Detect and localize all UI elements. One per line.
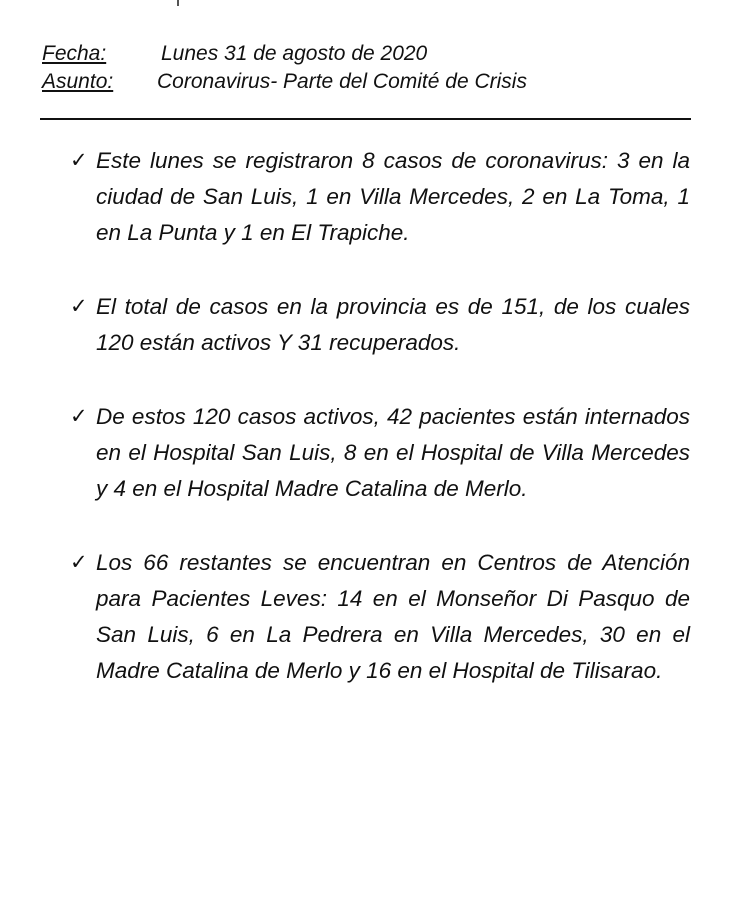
top-edge-mark [177, 0, 179, 6]
list-item-text: Los 66 restantes se encuentran en Centros de Atención para Pacientes Leves: 14 en el Monseñor Di Pasquo de San Luis, 6 en La Pedrera en Villa Mercedes, 30 en el Madre Catalina de Merlo y 16 en el Hospital de Tilisarao. [96, 550, 690, 683]
list-item [70, 399, 690, 507]
list-item [70, 289, 690, 361]
date-label: Fecha: [42, 42, 107, 65]
header-divider [40, 118, 691, 120]
list-item-text: El total de casos en la provincia es de 151, de los cuales 120 están activos Y 31 recuperados. [96, 294, 690, 355]
subject-label: Asunto: [42, 70, 114, 93]
date-value: Lunes 31 de agosto de 2020 [161, 42, 428, 65]
list-item-text: Este lunes se registraron 8 casos de coronavirus: 3 en la ciudad de San Luis, 1 en Villa Mercedes, 2 en La Toma, 1 en La Punta y 1 en El Trapiche. [96, 148, 690, 245]
document-header [42, 40, 682, 96]
list-item [70, 545, 690, 689]
bullet-list [70, 143, 690, 689]
subject-row [42, 68, 682, 96]
list-item-text: De estos 120 casos activos, 42 pacientes están internados en el Hospital San Luis, 8 en el Hospital de Villa Mercedes y 4 en el Hospital Madre Catalina de Merlo. [96, 404, 690, 501]
check-mark-icon: ✓ [70, 405, 88, 428]
check-mark-icon: ✓ [70, 149, 88, 172]
check-mark-icon: ✓ [70, 295, 88, 318]
check-mark-icon: ✓ [70, 551, 88, 574]
date-row [42, 40, 682, 68]
subject-value: Coronavirus- Parte del Comité de Crisis [157, 70, 527, 93]
list-item [70, 143, 690, 251]
